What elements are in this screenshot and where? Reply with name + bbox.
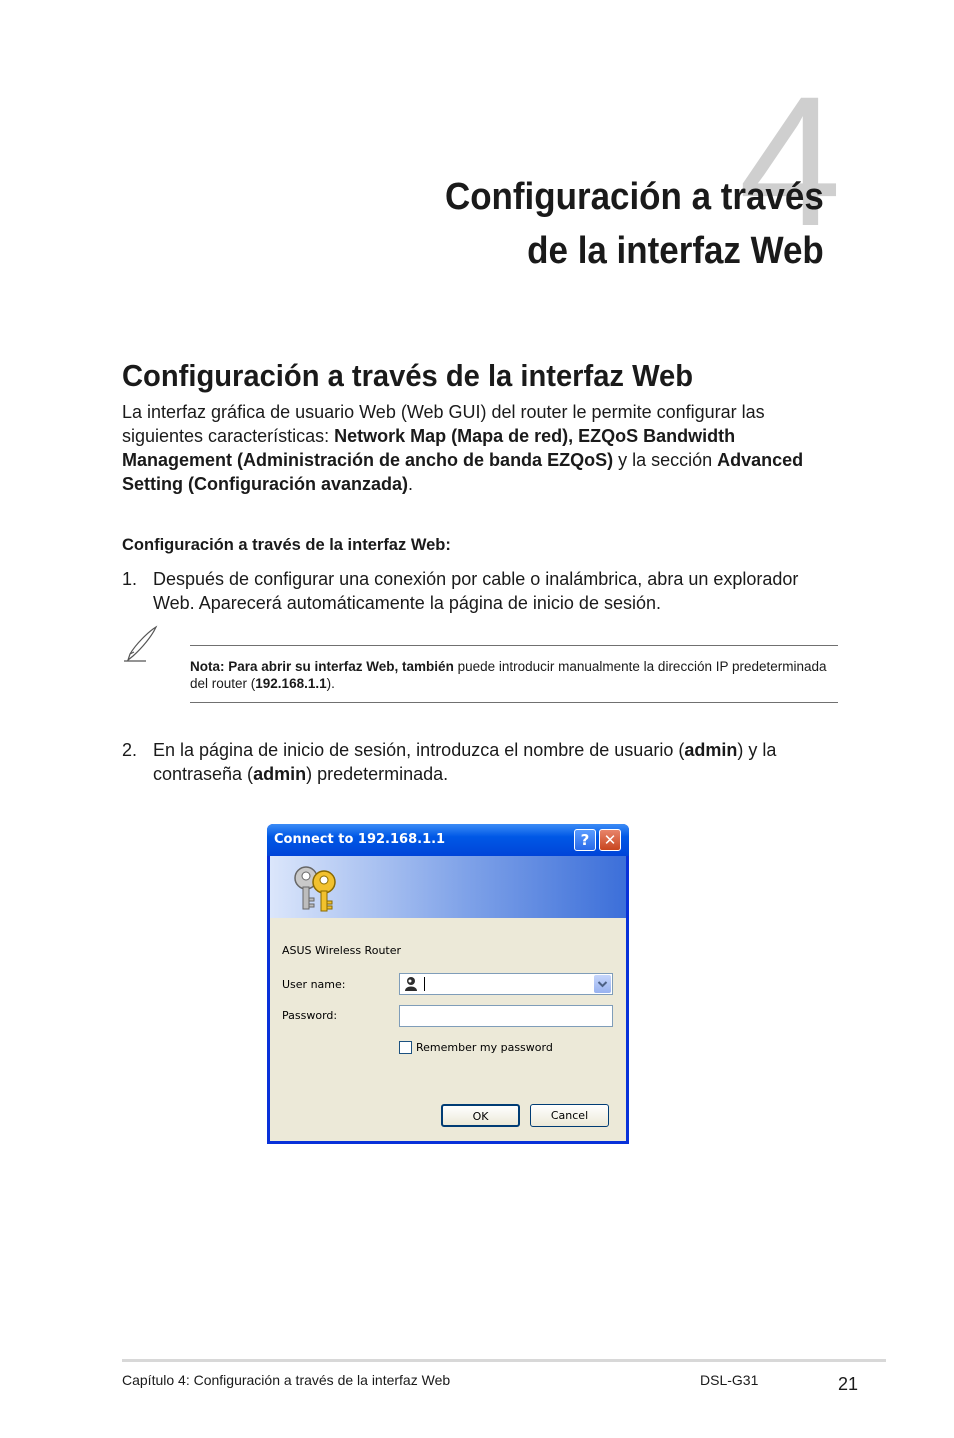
remember-checkbox[interactable]: [399, 1041, 412, 1054]
chapter-title: [445, 170, 824, 278]
username-label: User name:: [282, 978, 346, 991]
intro-bold-advanced: Advanced Setting (Configuración avanzada): [122, 450, 804, 494]
help-button[interactable]: ?: [574, 829, 596, 851]
ok-button[interactable]: OK: [441, 1104, 520, 1127]
footer-rule: [122, 1359, 886, 1362]
dialog-titlebar[interactable]: [267, 824, 629, 856]
username-dropdown[interactable]: [594, 975, 611, 993]
step-text: Después de configurar una conexión por cable o inalámbrica, abra un explorador Web. Aparecerá automáticamente la página de inicio de sesión.: [153, 569, 799, 613]
login-dialog: [267, 824, 629, 1144]
intro-bold-features: Network Map (Mapa de red), EZQoS Bandwidth Management (Administración de ancho de banda EZQoS): [122, 426, 736, 470]
step2-text: En la página de inicio de sesión, introduzca el nombre de usuario (: [153, 740, 685, 760]
intro-paragraph: [122, 400, 842, 496]
step2-text: ) predeterminada.: [306, 764, 449, 784]
chapter-title-line1: Configuración a través: [445, 176, 824, 218]
user-icon: [403, 976, 419, 992]
footer-model: DSL-G31: [700, 1372, 759, 1388]
close-button[interactable]: ✕: [599, 829, 621, 851]
step2-text: ) y la contraseña (: [153, 740, 777, 784]
step2-password: admin: [253, 764, 307, 784]
dialog-title: Connect to 192.168.1.1: [274, 832, 446, 847]
dialog-banner: [270, 856, 626, 918]
remember-label[interactable]: Remember my password: [416, 1041, 553, 1054]
username-field[interactable]: [399, 973, 613, 995]
step-number: 1.: [122, 569, 138, 589]
text-caret: [424, 977, 425, 991]
password-field[interactable]: [399, 1005, 613, 1027]
chapter-number: 4: [738, 59, 842, 265]
pen-icon: [122, 624, 160, 664]
note-text-end: ).: [326, 676, 335, 691]
note: [190, 658, 830, 692]
footer-chapter: Capítulo 4: Configuración a través de la interfaz Web: [122, 1372, 451, 1388]
note-ip: 192.168.1.1: [255, 676, 327, 691]
note-text: puede introducir manualmente la dirección IP predeterminada del router (: [190, 659, 827, 691]
subheading: Configuración a través de la interfaz Web:: [122, 536, 451, 554]
intro-text: La interfaz gráfica de usuario Web (Web GUI) del router le permite configurar las siguientes características:: [122, 402, 765, 446]
intro-text: .: [408, 474, 414, 494]
cancel-button[interactable]: Cancel: [530, 1104, 609, 1127]
step-text: [153, 738, 843, 786]
dialog-body: [270, 856, 626, 1141]
realm-text: ASUS Wireless Router: [282, 944, 402, 957]
chapter-title-line2: de la interfaz Web: [527, 230, 824, 272]
password-label: Password:: [282, 1009, 338, 1022]
note-rule-bottom: [190, 702, 838, 703]
intro-text: y la sección: [613, 450, 718, 470]
step-number: 2.: [122, 740, 138, 760]
chevron-down-icon: [594, 975, 611, 993]
note-rule-top: [190, 645, 838, 646]
step2-username: admin: [684, 740, 738, 760]
keys-icon: [288, 862, 342, 914]
note-bold: Nota: Para abrir su interfaz Web, también: [190, 659, 454, 674]
page-number: 21: [838, 1374, 859, 1394]
section-heading: Configuración a través de la interfaz Web: [122, 358, 694, 393]
